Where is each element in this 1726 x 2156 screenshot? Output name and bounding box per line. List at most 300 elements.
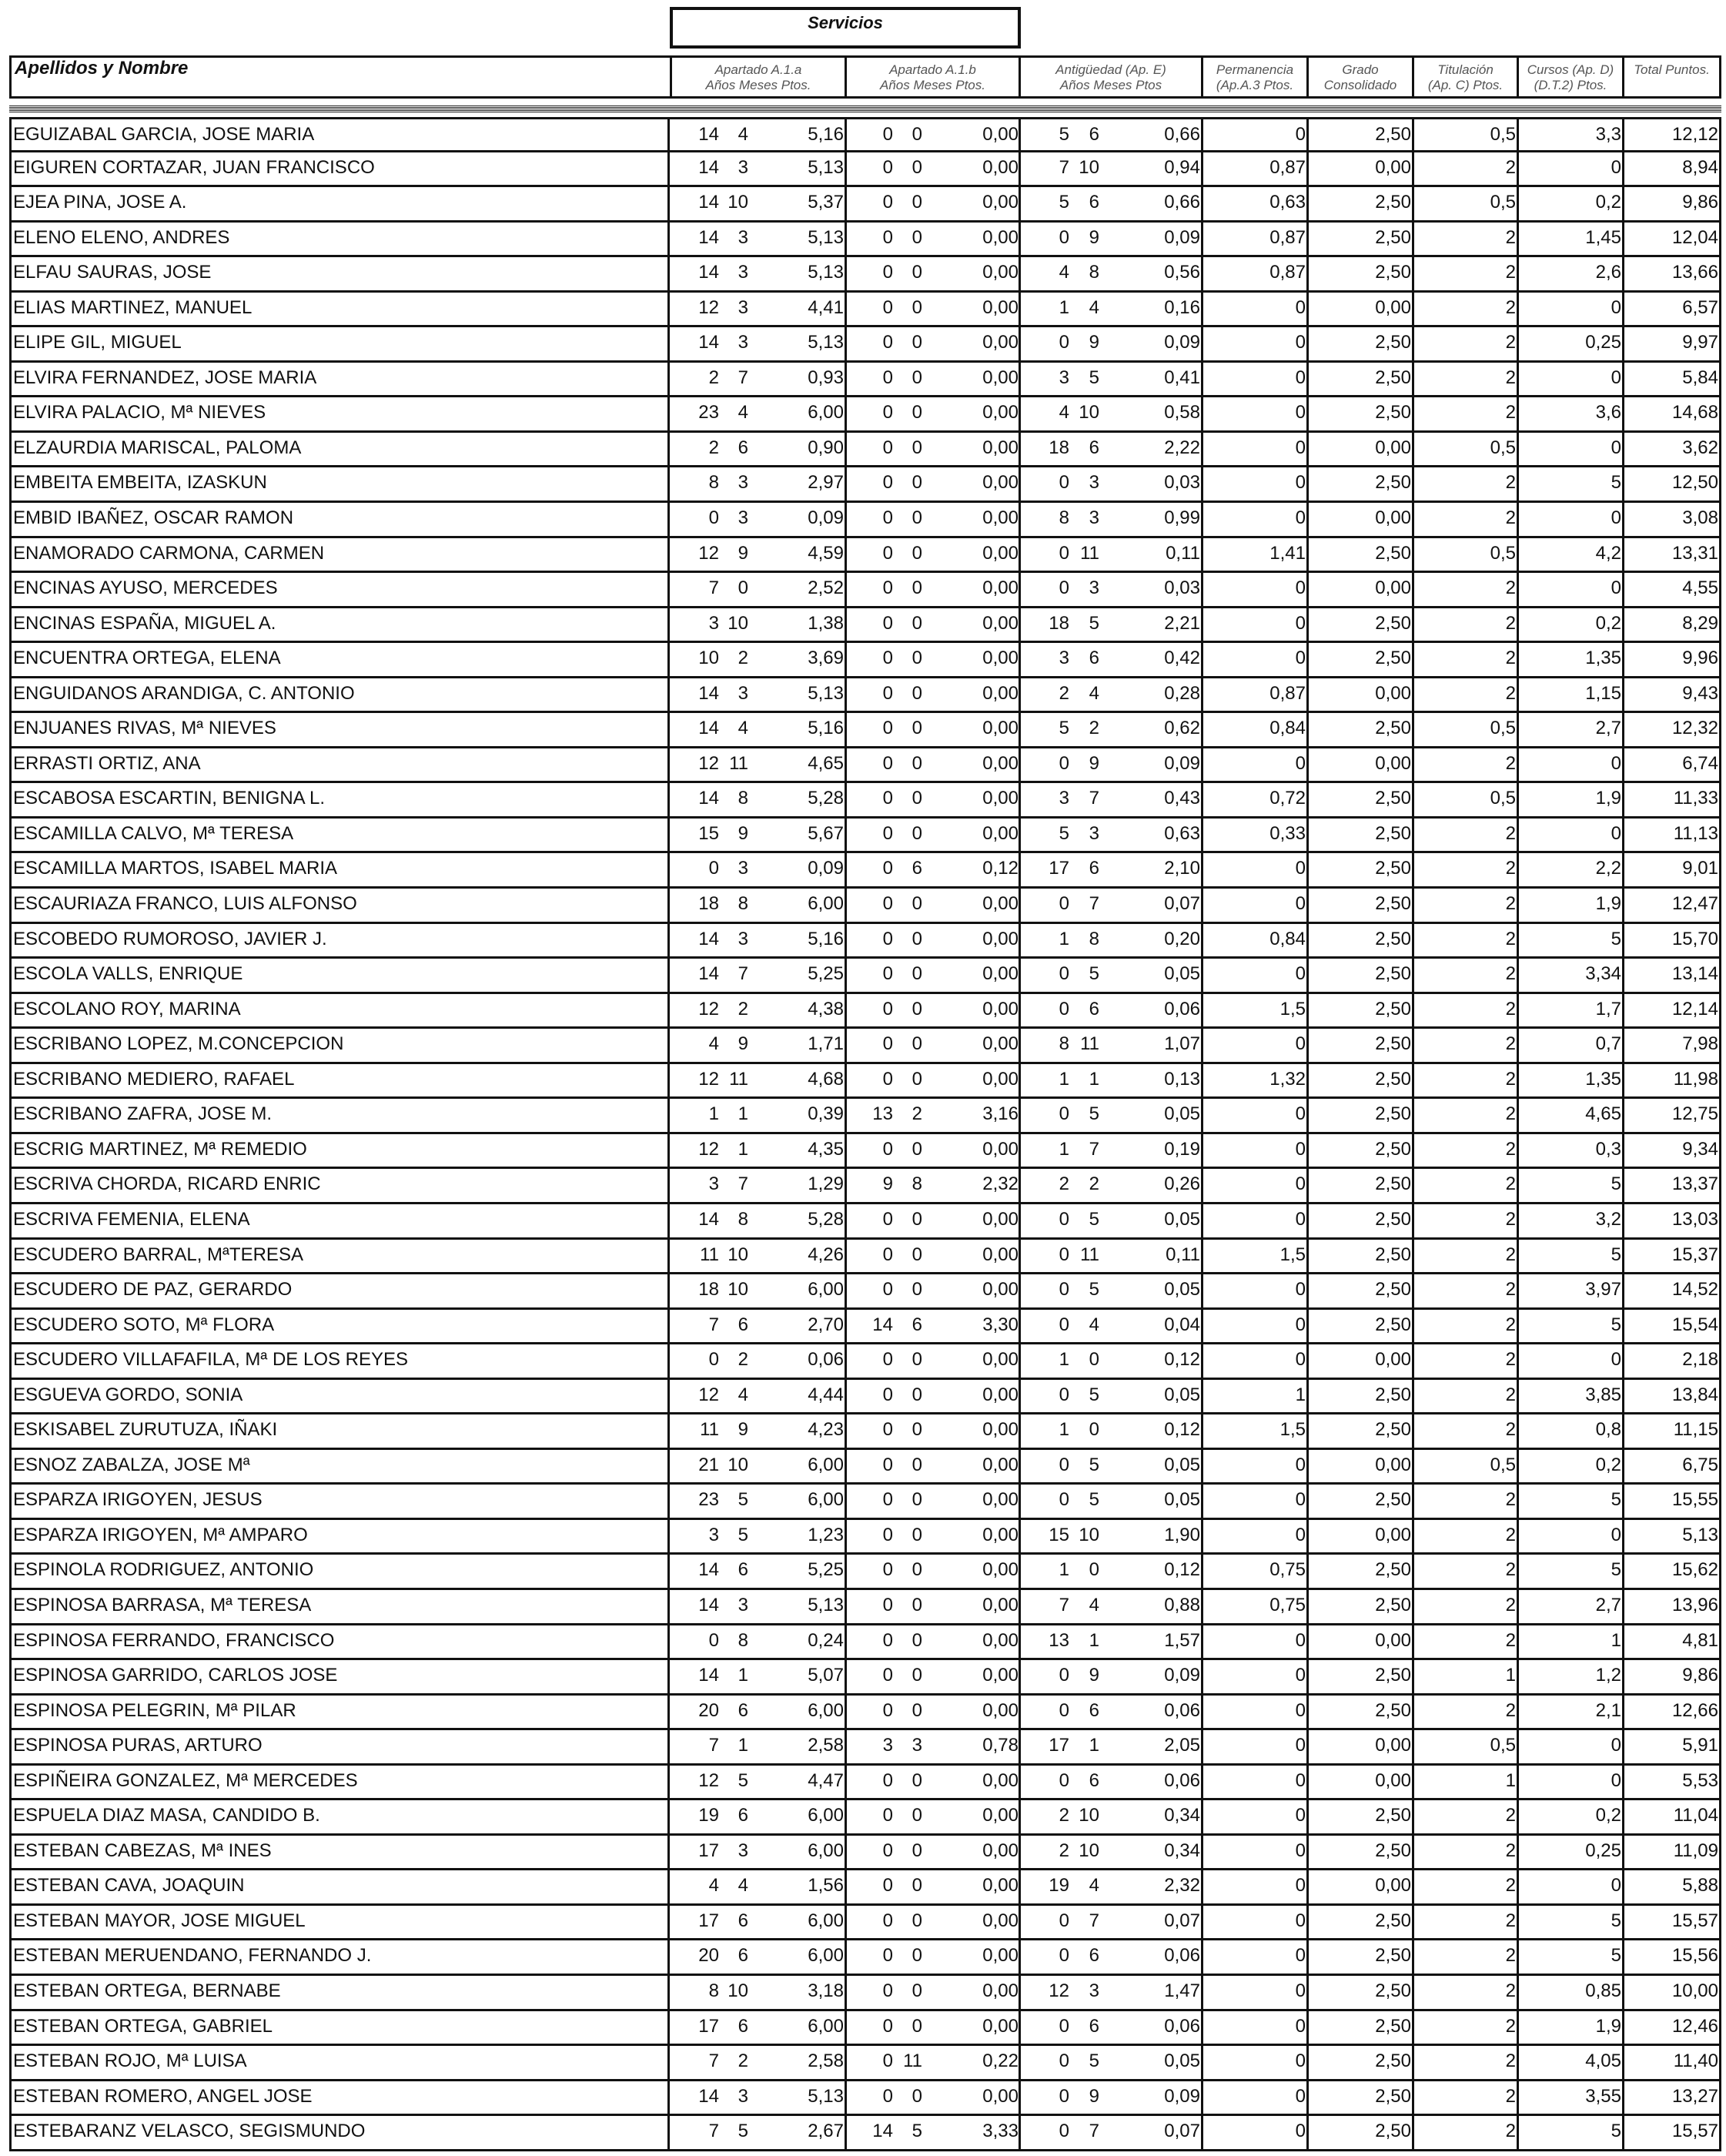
cell-a1b-ptos: 0,00: [982, 998, 1019, 1019]
cell-cursos: 0: [1611, 437, 1621, 458]
cell-a1a-ptos: 2,97: [808, 472, 844, 494]
cell-total: 5,53: [1682, 1769, 1718, 1791]
cell-antig-anos: 0: [1059, 1769, 1069, 1791]
cell-cursos: 3,85: [1585, 1384, 1621, 1405]
cell-antig-meses: 10: [1079, 402, 1099, 424]
cell-antig-meses: 9: [1089, 226, 1099, 248]
cell-grado: 0,00: [1375, 1875, 1411, 1897]
cell-cursos: 3,97: [1585, 1279, 1621, 1301]
cell-permanencia: 0: [1295, 1875, 1306, 1897]
cell-a1b-meses: 0: [912, 822, 922, 844]
cell-cursos: 1,2: [1595, 1665, 1621, 1686]
cell-permanencia: 0: [1295, 1489, 1306, 1511]
cell-a1b-ptos: 0,00: [982, 1489, 1019, 1511]
cell-antig-ptos: 0,11: [1166, 542, 1200, 564]
cell-a1a-meses: 10: [728, 1980, 748, 2001]
cell-antig-meses: 7: [1089, 893, 1099, 915]
cell-antig-meses: 3: [1089, 822, 1099, 844]
cell-antig-ptos: 0,05: [1164, 1384, 1200, 1405]
cell-cursos: 5: [1611, 1244, 1621, 1265]
cell-a1a-anos: 14: [698, 192, 719, 213]
cell-antig-meses: 7: [1089, 2121, 1099, 2142]
cell-permanencia: 0: [1295, 1629, 1306, 1651]
cell-titulacion: 2: [1505, 2015, 1516, 2037]
cell-a1a-anos: 3: [708, 1173, 719, 1195]
table-row: [9, 2011, 1721, 2047]
cell-titulacion: 2: [1505, 578, 1516, 599]
table-row: [9, 573, 1721, 608]
cell-a1b-meses: 0: [912, 1945, 922, 1967]
cell-antig-anos: 0: [1059, 542, 1069, 564]
cell-cursos: 2,6: [1595, 262, 1621, 283]
cell-name: ELVIRA FERNANDEZ, JOSE MARIA: [9, 363, 670, 396]
cell-a1b-meses: 0: [912, 1244, 922, 1265]
cell-antig-anos: 7: [1059, 1594, 1069, 1615]
cell-titulacion: 0,5: [1490, 192, 1516, 213]
cell-permanencia: 0: [1295, 858, 1306, 879]
cell-a1a-ptos: 5,28: [808, 1208, 844, 1230]
cell-permanencia: 0: [1295, 1349, 1306, 1371]
cell-a1b-anos: 0: [882, 682, 893, 704]
cell-titulacion: 0,5: [1490, 1454, 1516, 1475]
cell-a1a-ptos: 5,28: [808, 788, 844, 809]
cell-antig-ptos: 0,07: [1164, 2121, 1200, 2142]
cell-name: ESCRIVA FEMENIA, ELENA: [9, 1204, 670, 1237]
cell-a1b-anos: 0: [882, 402, 893, 424]
cell-a1a-anos: 12: [698, 1384, 719, 1405]
cell-a1a-anos: 12: [698, 752, 719, 774]
cell-a1b-meses: 0: [912, 1454, 922, 1475]
cell-antig-meses: 0: [1089, 1349, 1099, 1371]
cell-total: 15,54: [1671, 1314, 1718, 1335]
cell-a1a-ptos: 2,58: [808, 1735, 844, 1756]
cell-titulacion: 2: [1505, 367, 1516, 388]
cell-name: ESCOLA VALLS, ENRIQUE: [9, 959, 670, 992]
cell-cursos: 5: [1611, 928, 1621, 949]
table-row: [9, 1380, 1721, 1415]
cell-antig-anos: 0: [1059, 226, 1069, 248]
cell-total: 9,86: [1682, 192, 1718, 213]
cell-antig-meses: 5: [1089, 1489, 1099, 1511]
cell-permanencia: 1,41: [1269, 542, 1306, 564]
cell-a1a-anos: 0: [708, 1349, 719, 1371]
cell-cursos: 0: [1611, 156, 1621, 178]
cell-permanencia: 0: [1295, 578, 1306, 599]
cell-total: 12,12: [1671, 124, 1718, 145]
cell-cursos: 0,25: [1585, 332, 1621, 353]
cell-total: 12,46: [1671, 2015, 1718, 2037]
cell-antig-anos: 18: [1049, 437, 1069, 458]
cell-a1b-ptos: 0,00: [982, 648, 1019, 669]
cell-antig-ptos: 0,43: [1164, 788, 1200, 809]
cell-total: 13,27: [1671, 2085, 1718, 2107]
cell-a1b-meses: 5: [912, 2121, 922, 2142]
table-row: [9, 2081, 1721, 2117]
servicios-header: Servicios: [670, 7, 1021, 49]
cell-a1a-ptos: 4,26: [808, 1244, 844, 1265]
cell-titulacion: 2: [1505, 1910, 1516, 1931]
cell-a1b-anos: 0: [882, 718, 893, 739]
cell-cursos: 4,65: [1585, 1103, 1621, 1125]
cell-a1a-anos: 7: [708, 1735, 719, 1756]
cell-a1a-anos: 12: [698, 1138, 719, 1160]
cell-a1a-ptos: 5,13: [808, 1594, 844, 1615]
cell-cursos: 4,2: [1595, 542, 1621, 564]
cell-antig-ptos: 0,63: [1164, 822, 1200, 844]
cell-cursos: 5: [1611, 1173, 1621, 1195]
cell-grado: 0,00: [1375, 752, 1411, 774]
cell-a1b-meses: 6: [912, 858, 922, 879]
cell-a1b-ptos: 0,00: [982, 1349, 1019, 1371]
cell-cursos: 1,9: [1595, 893, 1621, 915]
cell-a1b-meses: 0: [912, 1419, 922, 1441]
cell-antig-anos: 0: [1059, 752, 1069, 774]
cell-total: 2,18: [1682, 1349, 1718, 1371]
cell-cursos: 4,05: [1585, 2051, 1621, 2072]
cell-cursos: 5: [1611, 1489, 1621, 1511]
cell-a1b-meses: 0: [912, 998, 922, 1019]
cell-total: 12,32: [1671, 718, 1718, 739]
cell-total: 8,29: [1682, 612, 1718, 634]
cell-total: 8,94: [1682, 156, 1718, 178]
cell-permanencia: 0,84: [1269, 928, 1306, 949]
cell-antig-anos: 17: [1049, 858, 1069, 879]
cell-a1a-anos: 2: [708, 367, 719, 388]
cell-permanencia: 0: [1295, 1840, 1306, 1861]
cell-a1a-anos: 1: [708, 1103, 719, 1125]
table-row: [9, 1906, 1721, 1941]
cell-a1b-meses: 0: [912, 472, 922, 494]
cell-grado: 2,50: [1375, 1279, 1411, 1301]
cell-cursos: 0: [1611, 507, 1621, 529]
cell-antig-anos: 18: [1049, 612, 1069, 634]
cell-cursos: 0,85: [1585, 1980, 1621, 2001]
cell-antig-ptos: 2,10: [1164, 858, 1200, 879]
cell-a1a-ptos: 1,29: [808, 1173, 844, 1195]
cell-antig-ptos: 0,16: [1164, 296, 1200, 318]
cell-a1b-ptos: 0,00: [982, 507, 1019, 529]
cell-permanencia: 0: [1295, 1665, 1306, 1686]
cell-antig-meses: 11: [1080, 542, 1099, 564]
cell-a1a-ptos: 5,13: [808, 156, 844, 178]
cell-antig-anos: 0: [1059, 998, 1069, 1019]
cell-cursos: 5: [1611, 1945, 1621, 1967]
cell-a1a-anos: 17: [698, 1840, 719, 1861]
cell-antig-meses: 1: [1089, 1068, 1099, 1090]
cell-a1a-ptos: 1,23: [808, 1524, 844, 1545]
cell-a1a-ptos: 2,58: [808, 2051, 844, 2072]
cell-titulacion: 2: [1505, 648, 1516, 669]
table-row: [9, 1660, 1721, 1696]
cell-antig-meses: 8: [1089, 262, 1099, 283]
cell-a1a-meses: 10: [728, 1244, 748, 1265]
cell-antig-meses: 3: [1089, 578, 1099, 599]
cell-permanencia: 0: [1295, 1769, 1306, 1791]
cell-a1a-ptos: 6,00: [808, 1454, 844, 1475]
header-permanencia: Permanencia (Ap.A.3 Ptos.: [1203, 55, 1309, 99]
cell-titulacion: 1: [1505, 1665, 1516, 1686]
cell-permanencia: 0: [1295, 124, 1306, 145]
cell-titulacion: 0,5: [1490, 788, 1516, 809]
cell-a1b-ptos: 0,12: [982, 858, 1019, 879]
cell-a1a-meses: 5: [738, 2121, 748, 2142]
cell-titulacion: 2: [1505, 226, 1516, 248]
cell-permanencia: 1: [1295, 1384, 1306, 1405]
header-name: Apellidos y Nombre: [9, 55, 672, 99]
cell-antig-ptos: 0,99: [1164, 507, 1200, 529]
cell-antig-meses: 6: [1089, 858, 1099, 879]
cell-total: 6,74: [1682, 752, 1718, 774]
cell-a1a-meses: 3: [738, 1840, 748, 1861]
cell-a1b-ptos: 3,33: [982, 2121, 1019, 2142]
cell-a1b-anos: 0: [882, 1208, 893, 1230]
cell-permanencia: 0: [1295, 1735, 1306, 1756]
cell-a1a-meses: 10: [728, 192, 748, 213]
cell-titulacion: 2: [1505, 1208, 1516, 1230]
cell-antig-ptos: 2,22: [1164, 437, 1200, 458]
cell-antig-ptos: 2,21: [1164, 612, 1200, 634]
cell-a1a-meses: 2: [738, 2051, 748, 2072]
cell-antig-ptos: 0,12: [1164, 1419, 1200, 1441]
cell-antig-anos: 0: [1059, 2015, 1069, 2037]
cell-total: 12,47: [1671, 893, 1718, 915]
cell-a1b-anos: 0: [882, 332, 893, 353]
cell-antig-meses: 1: [1089, 1735, 1099, 1756]
cell-permanencia: 0,87: [1269, 226, 1306, 248]
cell-a1a-meses: 3: [738, 226, 748, 248]
cell-a1a-anos: 0: [708, 507, 719, 529]
cell-grado: 0,00: [1375, 296, 1411, 318]
cell-total: 15,55: [1671, 1489, 1718, 1511]
cell-a1b-meses: 0: [912, 1489, 922, 1511]
cell-a1b-meses: 0: [912, 578, 922, 599]
cell-permanencia: 1,5: [1279, 998, 1306, 1019]
table-row: [9, 293, 1721, 328]
cell-titulacion: 2: [1505, 1594, 1516, 1615]
cell-antig-meses: 10: [1079, 156, 1099, 178]
cell-titulacion: 2: [1505, 1314, 1516, 1335]
cell-antig-anos: 1: [1059, 1419, 1069, 1441]
cell-permanencia: 0: [1295, 893, 1306, 915]
table-row: [9, 713, 1721, 748]
cell-antig-ptos: 0,05: [1164, 1208, 1200, 1230]
cell-a1b-anos: 0: [882, 858, 893, 879]
cell-cursos: 0: [1611, 1769, 1621, 1791]
cell-grado: 2,50: [1375, 1419, 1411, 1441]
cell-antig-ptos: 0,09: [1164, 2085, 1200, 2107]
cell-a1a-ptos: 5,25: [808, 963, 844, 985]
cell-antig-ptos: 0,13: [1164, 1068, 1200, 1090]
cell-a1b-meses: 8: [912, 1173, 922, 1195]
cell-a1b-meses: 0: [912, 1349, 922, 1371]
cell-a1a-meses: 7: [738, 963, 748, 985]
cell-a1a-meses: 7: [738, 367, 748, 388]
cell-a1b-meses: 0: [912, 124, 922, 145]
cell-a1a-meses: 10: [728, 612, 748, 634]
cell-titulacion: 2: [1505, 1629, 1516, 1651]
table-row: [9, 503, 1721, 538]
cell-permanencia: 0: [1295, 1454, 1306, 1475]
cell-titulacion: 2: [1505, 1524, 1516, 1545]
table-row: [9, 1099, 1721, 1134]
cell-a1a-meses: 10: [728, 1279, 748, 1301]
table-row: [9, 1590, 1721, 1625]
cell-a1b-ptos: 0,00: [982, 1384, 1019, 1405]
cell-a1b-ptos: 0,00: [982, 1699, 1019, 1721]
cell-antig-ptos: 0,05: [1164, 963, 1200, 985]
cell-cursos: 3,6: [1595, 402, 1621, 424]
table-row: [9, 152, 1721, 188]
cell-antig-anos: 5: [1059, 124, 1069, 145]
cell-a1a-meses: 6: [738, 1910, 748, 1931]
cell-antig-anos: 17: [1049, 1735, 1069, 1756]
table-row: [9, 223, 1721, 258]
cell-grado: 2,50: [1375, 648, 1411, 669]
cell-a1b-anos: 0: [882, 1033, 893, 1055]
cell-a1a-meses: 3: [738, 682, 748, 704]
table-row: [9, 1240, 1721, 1275]
cell-antig-meses: 10: [1079, 1524, 1099, 1545]
cell-a1a-anos: 14: [698, 226, 719, 248]
cell-a1a-anos: 7: [708, 1314, 719, 1335]
cell-name: ESCAURIAZA FRANCO, LUIS ALFONSO: [9, 889, 670, 922]
cell-titulacion: 2: [1505, 2085, 1516, 2107]
cell-antig-anos: 2: [1059, 1805, 1069, 1826]
cell-antig-meses: 2: [1089, 718, 1099, 739]
cell-a1b-ptos: 0,00: [982, 2015, 1019, 2037]
cell-name: ESTEBAN CAVA, JOAQUIN: [9, 1870, 670, 1903]
cell-a1b-anos: 0: [882, 124, 893, 145]
cell-antig-ptos: 1,47: [1164, 1980, 1200, 2001]
cell-a1b-meses: 0: [912, 1910, 922, 1931]
cell-a1a-meses: 6: [738, 1699, 748, 1721]
cell-titulacion: 0,5: [1490, 1735, 1516, 1756]
table-row: [9, 1414, 1721, 1450]
cell-a1a-anos: 23: [698, 1489, 719, 1511]
cell-antig-meses: 6: [1089, 1769, 1099, 1791]
cell-a1b-anos: 0: [882, 1629, 893, 1651]
cell-a1b-ptos: 0,00: [982, 192, 1019, 213]
header-antiguedad: Antigüedad (Ap. E) Años Meses Ptos: [1021, 55, 1203, 99]
cell-cursos: 0,2: [1595, 1454, 1621, 1475]
cell-cursos: 0,2: [1595, 612, 1621, 634]
cell-total: 15,57: [1671, 1910, 1718, 1931]
cell-grado: 2,50: [1375, 788, 1411, 809]
cell-grado: 2,50: [1375, 1033, 1411, 1055]
table-row: [9, 1029, 1721, 1064]
cell-a1b-meses: 0: [912, 226, 922, 248]
cell-a1a-meses: 6: [738, 1945, 748, 1967]
cell-permanencia: 1,5: [1279, 1419, 1306, 1441]
cell-cursos: 5: [1611, 1559, 1621, 1581]
cell-permanencia: 0: [1295, 1910, 1306, 1931]
cell-a1b-ptos: 0,00: [982, 472, 1019, 494]
cell-antig-ptos: 0,20: [1164, 928, 1200, 949]
cell-a1b-meses: 0: [912, 682, 922, 704]
cell-grado: 2,50: [1375, 718, 1411, 739]
cell-a1a-ptos: 5,13: [808, 682, 844, 704]
table-row: [9, 1766, 1721, 1801]
cell-antig-anos: 7: [1059, 156, 1069, 178]
cell-a1b-ptos: 0,00: [982, 1980, 1019, 2001]
cell-name: ESKISABEL ZURUTUZA, IÑAKI: [9, 1414, 670, 1448]
cell-cursos: 0,8: [1595, 1419, 1621, 1441]
cell-titulacion: 2: [1505, 332, 1516, 353]
cell-antig-ptos: 0,09: [1164, 752, 1200, 774]
cell-cursos: 1,9: [1595, 788, 1621, 809]
cell-a1a-anos: 12: [698, 1769, 719, 1791]
cell-grado: 2,50: [1375, 1594, 1411, 1615]
cell-a1b-anos: 0: [882, 472, 893, 494]
cell-name: EGUIZABAL GARCIA, JOSE MARIA: [9, 119, 670, 150]
cell-antig-anos: 5: [1059, 822, 1069, 844]
cell-a1a-meses: 4: [738, 1384, 748, 1405]
table-row: [9, 117, 1721, 152]
cell-a1b-ptos: 0,00: [982, 963, 1019, 985]
cell-a1a-anos: 8: [708, 472, 719, 494]
cell-a1b-anos: 0: [882, 542, 893, 564]
cell-a1a-ptos: 4,65: [808, 752, 844, 774]
cell-a1b-anos: 3: [882, 1735, 893, 1756]
cell-a1b-meses: 0: [912, 612, 922, 634]
cell-a1b-meses: 0: [912, 262, 922, 283]
header-a1a: Apartado A.1.a Años Meses Ptos.: [672, 55, 847, 99]
cell-titulacion: 2: [1505, 612, 1516, 634]
table-row: [9, 1450, 1721, 1485]
cell-a1b-anos: 0: [882, 1665, 893, 1686]
cell-a1a-anos: 20: [698, 1699, 719, 1721]
cell-name: ESCRIBANO ZAFRA, JOSE M.: [9, 1099, 670, 1132]
cell-grado: 2,50: [1375, 332, 1411, 353]
cell-a1a-anos: 7: [708, 2121, 719, 2142]
cell-antig-ptos: 0,66: [1164, 192, 1200, 213]
cell-antig-meses: 6: [1089, 2015, 1099, 2037]
cell-antig-meses: 3: [1089, 507, 1099, 529]
cell-total: 5,88: [1682, 1875, 1718, 1897]
cell-a1b-meses: 0: [912, 1805, 922, 1826]
cell-a1a-ptos: 6,00: [808, 1805, 844, 1826]
cell-antig-ptos: 0,05: [1164, 1279, 1200, 1301]
cell-antig-anos: 8: [1059, 507, 1069, 529]
cell-antig-anos: 0: [1059, 1665, 1069, 1686]
cell-antig-meses: 5: [1089, 963, 1099, 985]
cell-permanencia: 0: [1295, 367, 1306, 388]
cell-a1a-meses: 2: [738, 648, 748, 669]
cell-a1b-meses: 0: [912, 1840, 922, 1861]
cell-a1b-anos: 0: [882, 1384, 893, 1405]
cell-antig-meses: 5: [1089, 1103, 1099, 1125]
cell-grado: 2,50: [1375, 2085, 1411, 2107]
cell-permanencia: 1,5: [1279, 1244, 1306, 1265]
cell-antig-meses: 6: [1089, 1699, 1099, 1721]
cell-a1a-ptos: 4,35: [808, 1138, 844, 1160]
cell-a1b-anos: 0: [882, 963, 893, 985]
cell-antig-anos: 19: [1049, 1875, 1069, 1897]
cell-a1a-anos: 18: [698, 1279, 719, 1301]
cell-a1b-meses: 0: [912, 1138, 922, 1160]
cell-antig-meses: 5: [1089, 1384, 1099, 1405]
cell-cursos: 3,34: [1585, 963, 1621, 985]
table-row: [9, 327, 1721, 363]
cell-a1b-anos: 0: [882, 296, 893, 318]
cell-a1b-ptos: 0,00: [982, 262, 1019, 283]
cell-name: ELZAURDIA MARISCAL, PALOMA: [9, 433, 670, 466]
cell-antig-meses: 0: [1089, 1559, 1099, 1581]
table-row: [9, 1485, 1721, 1520]
cell-a1b-anos: 0: [882, 1138, 893, 1160]
cell-a1b-meses: 0: [912, 718, 922, 739]
cell-antig-anos: 3: [1059, 648, 1069, 669]
